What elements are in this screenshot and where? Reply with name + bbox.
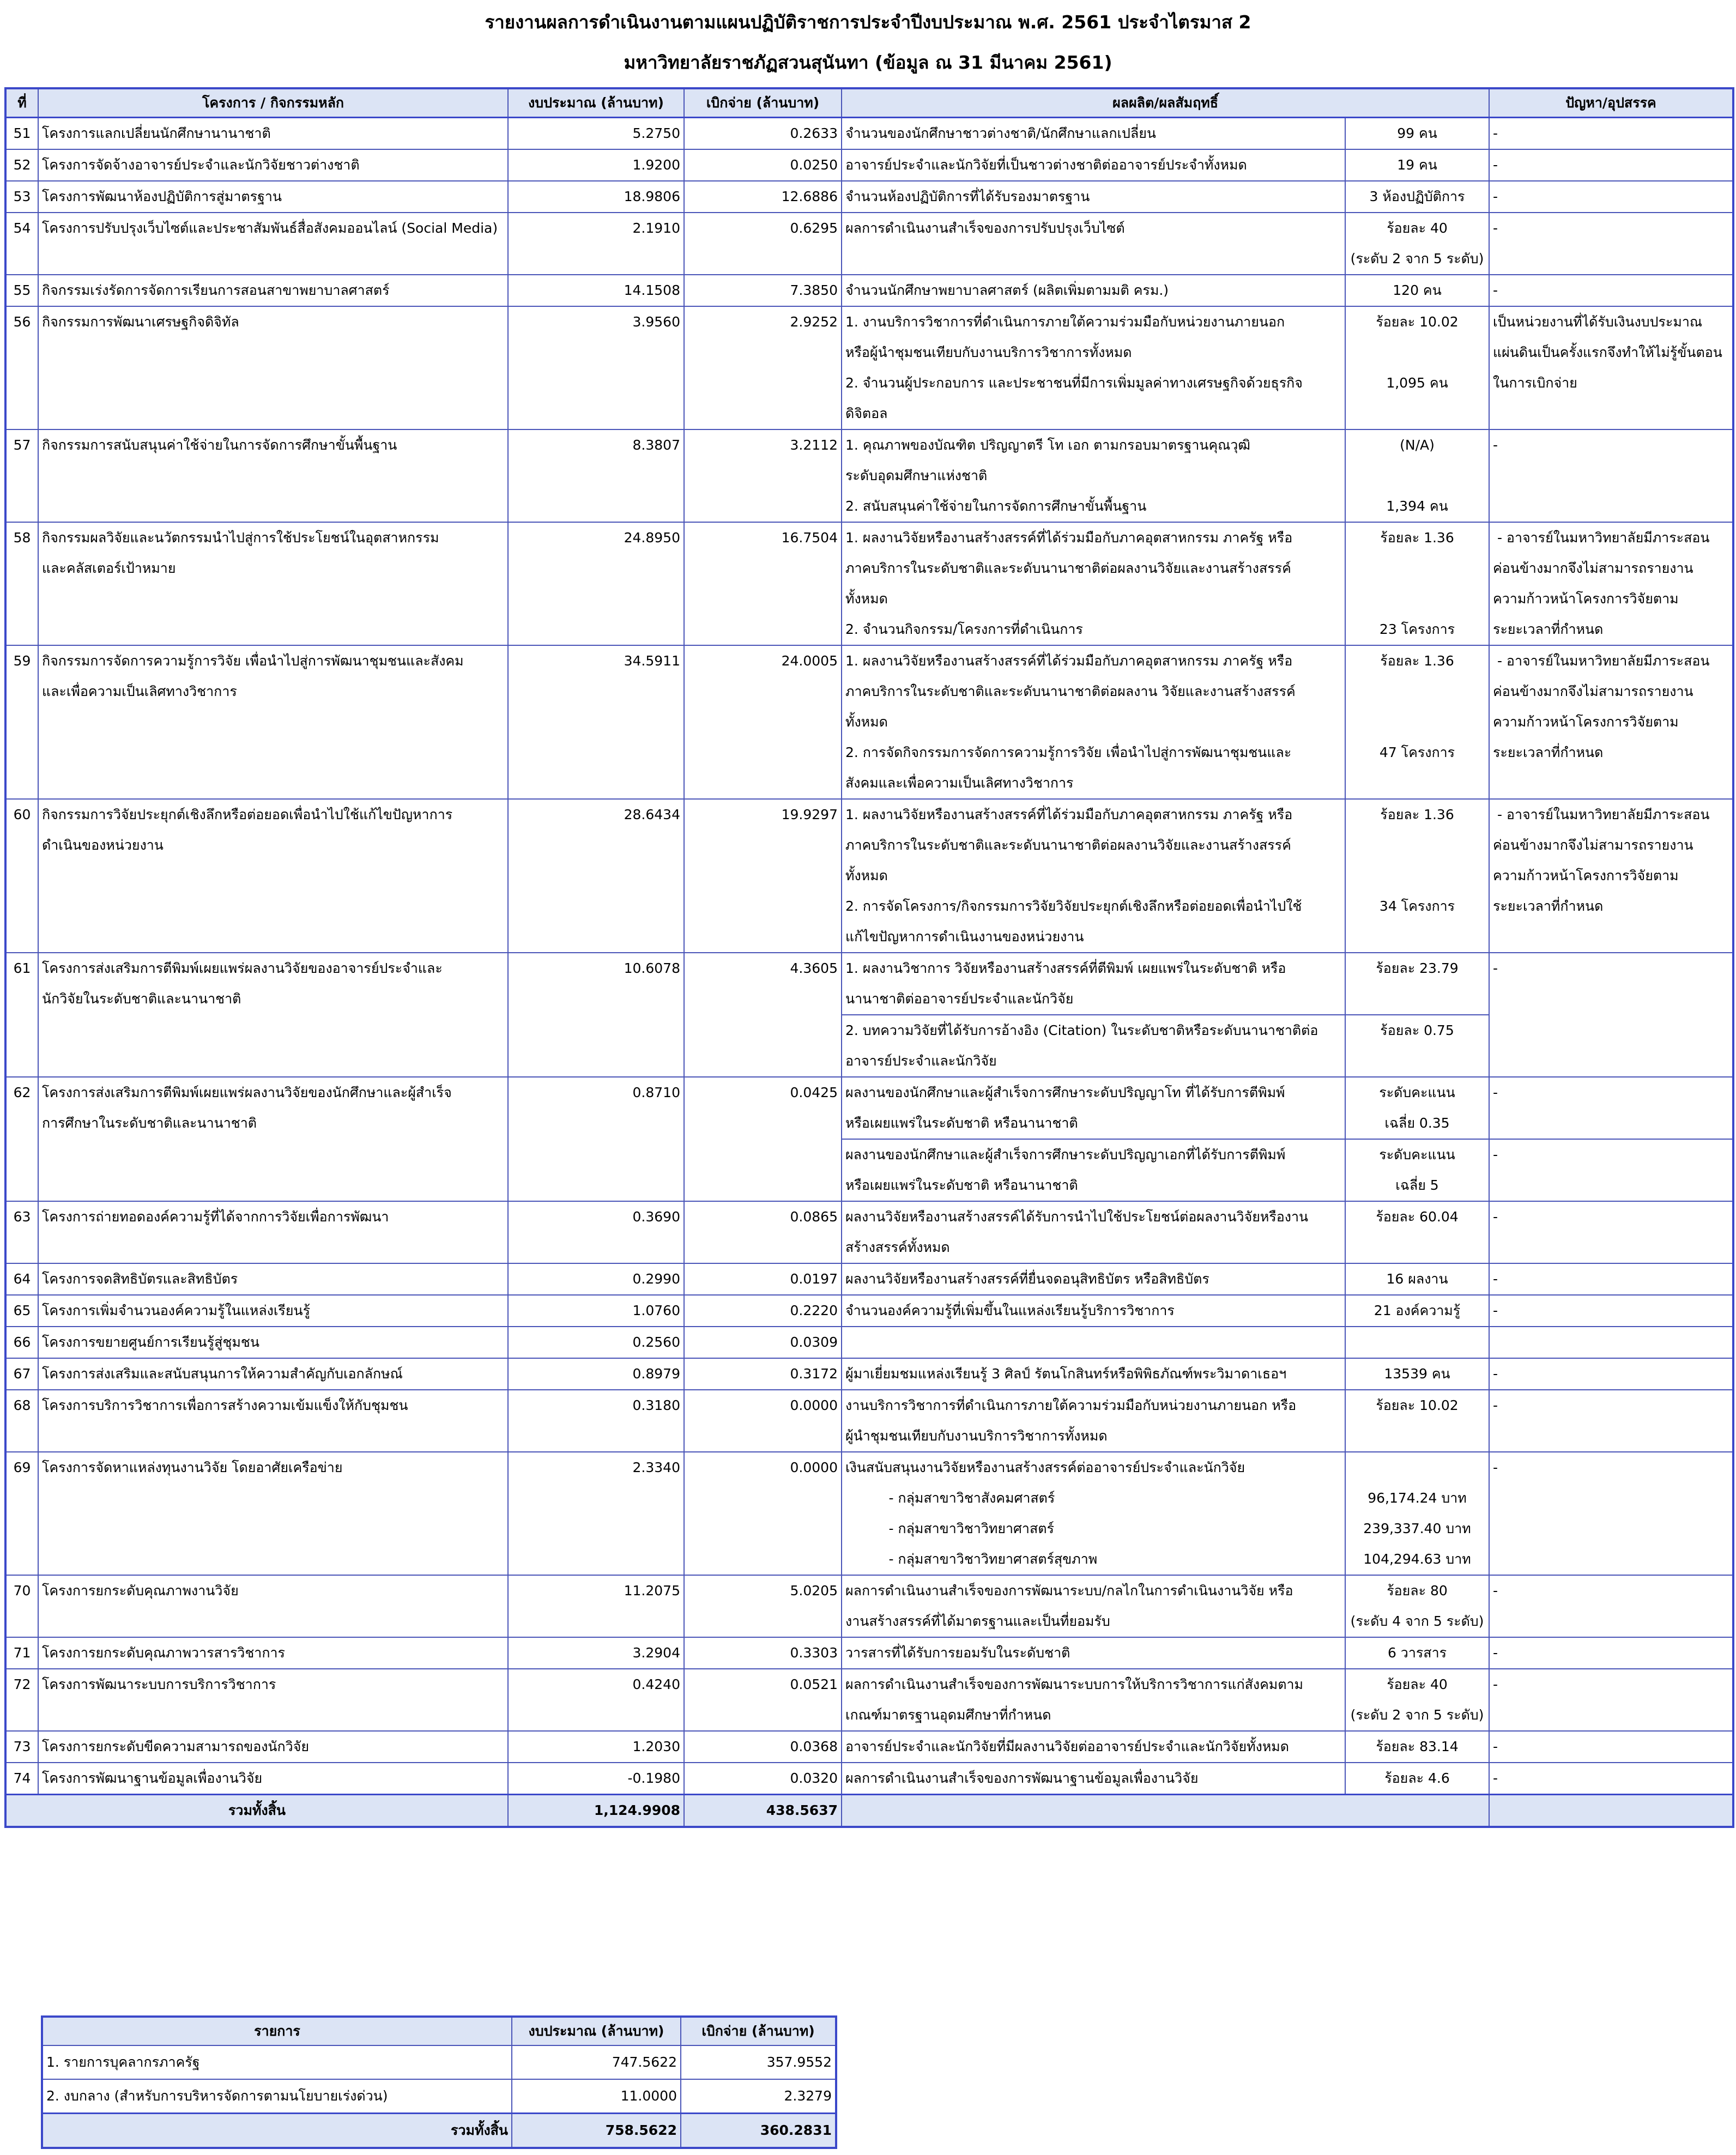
- project-name: โครงการส่งเสริมและสนับสนุนการให้ความสำคัญกับเอกลักษณ์: [38, 1358, 508, 1390]
- output-value: 6 วารสาร: [1345, 1637, 1489, 1669]
- problem-text: -: [1489, 953, 1733, 1077]
- budget-value: 0.8979: [508, 1358, 684, 1390]
- output-value: ร้อยละ 10.02: [1345, 1390, 1489, 1452]
- project-name: โครงการถ่ายทอดองค์ความรู้ที่ได้จากการวิจัยเพื่อการพัฒนา: [38, 1201, 508, 1263]
- project-name: กิจกรรมผลวิจัยและนวัตกรรมนำไปสู่การใช้ประโยชน์ในอุตสาหกรรม และคลัสเตอร์เป้าหมาย: [38, 522, 508, 645]
- output-value: ระดับคะแนน เฉลี่ย 0.35: [1345, 1077, 1489, 1139]
- project-name: โครงการแลกเปลี่ยนนักศึกษานานาชาติ: [38, 118, 508, 150]
- output-description: 1. งานบริการวิชาการที่ดำเนินการภายใต้ความร่วมมือกับหน่วยงานภายนอก หรือผู้นำชุมชนเทียบกับงานบริการวิชาการทั้งหมด 2. จำนวนผู้ประกอบการ และประชาชนที่มีการเพิ่มมูลค่าทางเศรษฐกิจด้วยธุรกิจ ดิจิตอล: [842, 306, 1345, 429]
- project-name: โครงการพัฒนาระบบการบริการวิชาการ: [38, 1669, 508, 1731]
- table-row: [5, 1763, 1733, 1795]
- col-problem: ปัญหา/อุปสรรค: [1489, 88, 1733, 118]
- spent-value: 7.3850: [684, 275, 842, 306]
- row-number: 70: [5, 1575, 38, 1637]
- budget-value: 0.3690: [508, 1201, 684, 1263]
- output-value: (N/A) 1,394 คน: [1345, 429, 1489, 522]
- problem-text: เป็นหน่วยงานที่ได้รับเงินงบประมาณ แผ่นดินเป็นครั้งแรกจึงทำให้ไม่รู้ขั้นตอน ในการเบิกจ่าย: [1489, 306, 1733, 429]
- summary-total-label: รวมทั้งสิ้น: [42, 2114, 512, 2148]
- output-value: ร้อยละ 23.79: [1345, 953, 1489, 1015]
- table-row: [5, 118, 1733, 150]
- problem-text: -: [1489, 1390, 1733, 1452]
- summary-total-budget: 758.5622: [512, 2114, 681, 2148]
- table-row: [5, 1327, 1733, 1358]
- summary-col-budget: งบประมาณ (ล้านบาท): [512, 2017, 681, 2045]
- spent-value: 0.0425: [684, 1077, 842, 1201]
- table-row: [5, 1358, 1733, 1390]
- table-row: [5, 1452, 1733, 1575]
- table-row: [5, 1637, 1733, 1669]
- table-row: [5, 1390, 1733, 1452]
- spent-value: 2.9252: [684, 306, 842, 429]
- spent-value: 0.0368: [684, 1731, 842, 1763]
- spent-value: 0.0000: [684, 1452, 842, 1575]
- project-name: โครงการยกระดับขีดความสามารถของนักวิจัย: [38, 1731, 508, 1763]
- problem-text: -: [1489, 1575, 1733, 1637]
- row-number: 65: [5, 1295, 38, 1327]
- col-spent: เบิกจ่าย (ล้านบาท): [684, 88, 842, 118]
- row-number: 64: [5, 1263, 38, 1295]
- summary-item: 2. งบกลาง (สำหรับการบริหารจัดการตามนโยบายเร่งด่วน): [42, 2079, 512, 2114]
- row-number: 58: [5, 522, 38, 645]
- row-number: 51: [5, 118, 38, 150]
- project-name: โครงการจัดจ้างอาจารย์ประจำและนักวิจัยชาวต่างชาติ: [38, 149, 508, 181]
- problem-text: -: [1489, 1452, 1733, 1575]
- row-number: 54: [5, 213, 38, 275]
- output-value: 120 คน: [1345, 275, 1489, 306]
- project-name: โครงการบริการวิชาการเพื่อการสร้างความเข้มแข็งให้กับชุมชน: [38, 1390, 508, 1452]
- output-description: 1. คุณภาพของบัณฑิต ปริญญาตรี โท เอก ตามกรอบมาตรฐานคุณวุฒิ ระดับอุดมศึกษาแห่งชาติ 2. สนับสนุนค่าใช้จ่ายในการจัดการศึกษาขั้นพื้นฐาน: [842, 429, 1345, 522]
- project-name: โครงการพัฒนาห้องปฏิบัติการสู่มาตรฐาน: [38, 181, 508, 213]
- table-row: [5, 275, 1733, 306]
- output-description: ผลงานของนักศึกษาและผู้สำเร็จการศึกษาระดับปริญญาโท ที่ได้รับการตีพิมพ์ หรือเผยแพร่ในระดับชาติ หรือนานาชาติ: [842, 1077, 1345, 1139]
- budget-value: 0.2990: [508, 1263, 684, 1295]
- output-value: ร้อยละ 40 (ระดับ 2 จาก 5 ระดับ): [1345, 213, 1489, 275]
- problem-text: -: [1489, 1139, 1733, 1201]
- project-name: โครงการส่งเสริมการตีพิมพ์เผยแพร่ผลงานวิจัยของอาจารย์ประจำและ นักวิจัยในระดับชาติและนานาชาติ: [38, 953, 508, 1077]
- budget-value: 3.9560: [508, 306, 684, 429]
- report-title: รายงานผลการดำเนินงานตามแผนปฏิบัติราชการประจำปีงบประมาณ พ.ศ. 2561 ประจำไตรมาส 2: [485, 11, 1251, 33]
- summary-col-spent: เบิกจ่าย (ล้านบาท): [681, 2017, 836, 2045]
- problem-text: -: [1489, 1077, 1733, 1139]
- budget-value: 18.9806: [508, 181, 684, 213]
- budget-value: 3.2904: [508, 1637, 684, 1669]
- budget-value: 0.8710: [508, 1077, 684, 1201]
- table-row: [5, 799, 1733, 953]
- problem-text: -: [1489, 213, 1733, 275]
- col-output: ผลผลิต/ผลสัมฤทธิ์: [842, 88, 1489, 118]
- spent-value: 0.2220: [684, 1295, 842, 1327]
- output-description: อาจารย์ประจำและนักวิจัยที่มีผลงานวิจัยต่ออาจารย์ประจำและนักวิจัยทั้งหมด: [842, 1731, 1345, 1763]
- summary-total-row: [42, 2114, 836, 2148]
- budget-value: 1.2030: [508, 1731, 684, 1763]
- problem-text: - อาจารย์ในมหาวิทยาลัยมีภาระสอน ค่อนข้างมากจึงไม่สามารถรายงาน ความก้าวหน้าโครงการวิจัยตาม ระยะเวลาที่กำหนด: [1489, 645, 1733, 799]
- summary-col-item: รายการ: [42, 2017, 512, 2045]
- budget-value: 5.2750: [508, 118, 684, 150]
- output-description: ผลการดำเนินงานสำเร็จของการพัฒนาระบบการให้บริการวิชาการแก่สังคมตาม เกณฑ์มาตรฐานอุดมศึกษาที่กำหนด: [842, 1669, 1345, 1731]
- budget-value: 1.0760: [508, 1295, 684, 1327]
- row-number: 53: [5, 181, 38, 213]
- summary-budget: 747.5622: [512, 2045, 681, 2079]
- table-row: [5, 522, 1733, 645]
- row-number: 66: [5, 1327, 38, 1358]
- budget-value: 2.1910: [508, 213, 684, 275]
- output-description: เงินสนับสนุนงานวิจัยหรืองานสร้างสรรค์ต่ออาจารย์ประจำและนักวิจัย - กลุ่มสาขาวิชาสังคมศาสตร์ - กลุ่มสาขาวิชาวิทยาศาสตร์ - กลุ่มสาขาวิชาวิทยาศาสตร์สุขภาพ: [842, 1452, 1345, 1575]
- problem-text: -: [1489, 118, 1733, 150]
- output-description: ผลงานวิจัยหรืองานสร้างสรรค์ได้รับการนำไปใช้ประโยชน์ต่อผลงานวิจัยหรืองาน สร้างสรรค์ทั้งหมด: [842, 1201, 1345, 1263]
- table-row: [5, 429, 1733, 522]
- table-row: [5, 1575, 1733, 1637]
- output-description: 2. บทความวิจัยที่ได้รับการอ้างอิง (Citation) ในระดับชาติหรือระดับนานาชาติต่อ อาจารย์ประจำและนักวิจัย: [842, 1015, 1345, 1077]
- row-number: 60: [5, 799, 38, 953]
- output-description: ผลการดำเนินงานสำเร็จของการพัฒนาฐานข้อมูลเพื่องานวิจัย: [842, 1763, 1345, 1795]
- output-value: ร้อยละ 83.14: [1345, 1731, 1489, 1763]
- total-budget: 1,124.9908: [508, 1795, 684, 1827]
- project-name: โครงการปรับปรุงเว็บไซต์และประชาสัมพันธ์สื่อสังคมออนไลน์ (Social Media): [38, 213, 508, 275]
- project-name: โครงการพัฒนาฐานข้อมูลเพื่องานวิจัย: [38, 1763, 508, 1795]
- budget-value: 28.6434: [508, 799, 684, 953]
- budget-value: 14.1508: [508, 275, 684, 306]
- problem-text: -: [1489, 275, 1733, 306]
- budget-value: -0.1980: [508, 1763, 684, 1795]
- spent-value: 0.3172: [684, 1358, 842, 1390]
- row-number: 74: [5, 1763, 38, 1795]
- project-name: กิจกรรมการจัดการความรู้การวิจัย เพื่อนำไปสู่การพัฒนาชุมชนและสังคม และเพื่อความเป็นเลิศทางวิชาการ: [38, 645, 508, 799]
- project-name: โครงการจดสิทธิบัตรและสิทธิบัตร: [38, 1263, 508, 1295]
- spent-value: 0.2633: [684, 118, 842, 150]
- spent-value: 0.0000: [684, 1390, 842, 1452]
- budget-value: 0.3180: [508, 1390, 684, 1452]
- project-name: โครงการจัดหาแหล่งทุนงานวิจัย โดยอาศัยเครือข่าย: [38, 1452, 508, 1575]
- spent-value: 4.3605: [684, 953, 842, 1077]
- budget-value: 10.6078: [508, 953, 684, 1077]
- spent-value: 0.0197: [684, 1263, 842, 1295]
- output-value: ร้อยละ 1.36 47 โครงการ: [1345, 645, 1489, 799]
- summary-table: [41, 2015, 837, 2149]
- row-number: 57: [5, 429, 38, 522]
- budget-value: 1.9200: [508, 149, 684, 181]
- output-description: [842, 1327, 1345, 1358]
- table-row: [5, 306, 1733, 429]
- summary-spent: 357.9552: [681, 2045, 836, 2079]
- project-name: กิจกรรมการสนับสนุนค่าใช้จ่ายในการจัดการศึกษาขั้นพื้นฐาน: [38, 429, 508, 522]
- problem-text: [1489, 1327, 1733, 1358]
- summary-total-spent: 360.2831: [681, 2114, 836, 2148]
- output-value: 3 ห้องปฏิบัติการ: [1345, 181, 1489, 213]
- row-number: 55: [5, 275, 38, 306]
- spent-value: 0.0320: [684, 1763, 842, 1795]
- table-row: [5, 1295, 1733, 1327]
- spent-value: 24.0005: [684, 645, 842, 799]
- output-value: ร้อยละ 0.75: [1345, 1015, 1489, 1077]
- spent-value: 16.7504: [684, 522, 842, 645]
- row-number: 62: [5, 1077, 38, 1201]
- output-value: ร้อยละ 1.36 34 โครงการ: [1345, 799, 1489, 953]
- col-no: ที่: [5, 88, 38, 118]
- problem-text: -: [1489, 149, 1733, 181]
- output-value: 96,174.24 บาท 239,337.40 บาท 104,294.63 บาท: [1345, 1452, 1489, 1575]
- table-row: [5, 1201, 1733, 1263]
- output-description: วารสารที่ได้รับการยอมรับในระดับชาติ: [842, 1637, 1345, 1669]
- row-number: 67: [5, 1358, 38, 1390]
- total-label: รวมทั้งสิ้น: [5, 1795, 508, 1827]
- output-description: งานบริการวิชาการที่ดำเนินการภายใต้ความร่วมมือกับหน่วยงานภายนอก หรือ ผู้นำชุมชนเทียบกับงานบริการวิชาการทั้งหมด: [842, 1390, 1345, 1452]
- output-value: 21 องค์ความรู้: [1345, 1295, 1489, 1327]
- output-description: จำนวนองค์ความรู้ที่เพิ่มขึ้นในแหล่งเรียนรู้บริการวิชาการ: [842, 1295, 1345, 1327]
- problem-text: -: [1489, 1731, 1733, 1763]
- output-description: 1. ผลงานวิชาการ วิจัยหรืองานสร้างสรรค์ที่ตีพิมพ์ เผยแพร่ในระดับชาติ หรือ นานาชาติต่ออาจารย์ประจำและนักวิจัย: [842, 953, 1345, 1015]
- summary-row: [42, 2045, 836, 2079]
- row-number: 72: [5, 1669, 38, 1731]
- summary-spent: 2.3279: [681, 2079, 836, 2114]
- table-row: [5, 1731, 1733, 1763]
- output-description: จำนวนนักศึกษาพยาบาลศาสตร์ (ผลิตเพิ่มตามมติ ครม.): [842, 275, 1345, 306]
- project-name: โครงการส่งเสริมการตีพิมพ์เผยแพร่ผลงานวิจัยของนักศึกษาและผู้สำเร็จ การศึกษาในระดับชาติและนานาชาติ: [38, 1077, 508, 1201]
- row-number: 68: [5, 1390, 38, 1452]
- table-row: [5, 181, 1733, 213]
- problem-text: -: [1489, 1295, 1733, 1327]
- spent-value: 0.0250: [684, 149, 842, 181]
- budget-value: 11.2075: [508, 1575, 684, 1637]
- output-value: ร้อยละ 40 (ระดับ 2 จาก 5 ระดับ): [1345, 1669, 1489, 1731]
- spent-value: 0.0865: [684, 1201, 842, 1263]
- row-number: 56: [5, 306, 38, 429]
- budget-value: 34.5911: [508, 645, 684, 799]
- output-description: จำนวนห้องปฏิบัติการที่ได้รับรองมาตรฐาน: [842, 181, 1345, 213]
- budget-value: 24.8950: [508, 522, 684, 645]
- output-value: 99 คน: [1345, 118, 1489, 150]
- problem-text: -: [1489, 1763, 1733, 1795]
- problem-text: - อาจารย์ในมหาวิทยาลัยมีภาระสอน ค่อนข้างมากจึงไม่สามารถรายงาน ความก้าวหน้าโครงการวิจัยตาม ระยะเวลาที่กำหนด: [1489, 799, 1733, 953]
- output-description: อาจารย์ประจำและนักวิจัยที่เป็นชาวต่างชาติต่ออาจารย์ประจำทั้งหมด: [842, 149, 1345, 181]
- project-table: [4, 87, 1734, 1828]
- output-value: ร้อยละ 4.6: [1345, 1763, 1489, 1795]
- budget-value: 2.3340: [508, 1452, 684, 1575]
- output-value: 19 คน: [1345, 149, 1489, 181]
- problem-text: -: [1489, 1669, 1733, 1731]
- spent-value: 12.6886: [684, 181, 842, 213]
- problem-text: -: [1489, 1263, 1733, 1295]
- spent-value: 5.0205: [684, 1575, 842, 1637]
- spent-value: 19.9297: [684, 799, 842, 953]
- table-row: [5, 213, 1733, 275]
- output-value: ร้อยละ 80 (ระดับ 4 จาก 5 ระดับ): [1345, 1575, 1489, 1637]
- summary-budget: 11.0000: [512, 2079, 681, 2114]
- row-number: 59: [5, 645, 38, 799]
- output-description: จำนวนของนักศึกษาชาวต่างชาติ/นักศึกษาแลกเปลี่ยน: [842, 118, 1345, 150]
- problem-text: -: [1489, 1201, 1733, 1263]
- problem-text: -: [1489, 429, 1733, 522]
- output-description: ผลงานวิจัยหรืองานสร้างสรรค์ที่ยื่นจดอนุสิทธิบัตร หรือสิทธิบัตร: [842, 1263, 1345, 1295]
- project-name: กิจกรรมการวิจัยประยุกต์เชิงลึกหรือต่อยอดเพื่อนำไปใช้แก้ไขปัญหาการ ดำเนินของหน่วยงาน: [38, 799, 508, 953]
- report-subtitle: มหาวิทยาลัยราชภัฏสวนสุนันทา (ข้อมูล ณ 31 มีนาคม 2561): [624, 52, 1112, 73]
- row-number: 71: [5, 1637, 38, 1669]
- output-description: ผลการดำเนินงานสำเร็จของการปรับปรุงเว็บไซต์: [842, 213, 1345, 275]
- problem-text: -: [1489, 1637, 1733, 1669]
- project-name: กิจกรรมการพัฒนาเศรษฐกิจดิจิทัล: [38, 306, 508, 429]
- budget-value: 0.2560: [508, 1327, 684, 1358]
- output-value: 16 ผลงาน: [1345, 1263, 1489, 1295]
- summary-row: [42, 2079, 836, 2114]
- spent-value: 0.0521: [684, 1669, 842, 1731]
- table-row: [5, 953, 1733, 1015]
- row-number: 69: [5, 1452, 38, 1575]
- table-row: [5, 1669, 1733, 1731]
- output-description: 1. ผลงานวิจัยหรืองานสร้างสรรค์ที่ได้ร่วมมือกับภาคอุตสาหกรรม ภาครัฐ หรือ ภาคบริการในระดับชาติและระดับนานาชาติต่อผลงานวิจัยและงานสร้างสรรค์ ทั้งหมด 2. จำนวนกิจกรรม/โครงการที่ดำเนินการ: [842, 522, 1345, 645]
- col-budget: งบประมาณ (ล้านบาท): [508, 88, 684, 118]
- spent-value: 0.3303: [684, 1637, 842, 1669]
- spent-value: 3.2112: [684, 429, 842, 522]
- row-number: 63: [5, 1201, 38, 1263]
- budget-value: 0.4240: [508, 1669, 684, 1731]
- table-row: [5, 1077, 1733, 1139]
- project-name: โครงการขยายศูนย์การเรียนรู้สู่ชุมชน: [38, 1327, 508, 1358]
- output-description: 1. ผลงานวิจัยหรืองานสร้างสรรค์ที่ได้ร่วมมือกับภาคอุตสาหกรรม ภาครัฐ หรือ ภาคบริการในระดับชาติและระดับนานาชาติต่อผลงานวิจัยและงานสร้างสรรค์ ทั้งหมด 2. การจัดโครงการ/กิจกรรมการวิจัยวิจัยประยุกต์เชิงลึกหรือต่อยอดเพื่อนำไปใช้ แก้ไขปัญหาการดำเนินงานของหน่วยงาน: [842, 799, 1345, 953]
- problem-text: -: [1489, 181, 1733, 213]
- output-value: ร้อยละ 60.04: [1345, 1201, 1489, 1263]
- table-row: [5, 1263, 1733, 1295]
- output-value: [1345, 1327, 1489, 1358]
- output-description: ผลการดำเนินงานสำเร็จของการพัฒนาระบบ/กลไกในการดำเนินงานวิจัย หรือ งานสร้างสรรค์ที่ได้มาตรฐานและเป็นที่ยอมรับ: [842, 1575, 1345, 1637]
- row-number: 61: [5, 953, 38, 1077]
- problem-text: -: [1489, 1358, 1733, 1390]
- total-row: [5, 1795, 1733, 1827]
- summary-item: 1. รายการบุคลากรภาครัฐ: [42, 2045, 512, 2079]
- spent-value: 0.0309: [684, 1327, 842, 1358]
- output-description: ผู้มาเยี่ยมชมแหล่งเรียนรู้ 3 ศิลป์ รัตนโกสินทร์หรือพิพิธภัณฑ์พระวิมาดาเธอฯ: [842, 1358, 1345, 1390]
- spent-value: 0.6295: [684, 213, 842, 275]
- row-number: 73: [5, 1731, 38, 1763]
- output-value: ร้อยละ 1.36 23 โครงการ: [1345, 522, 1489, 645]
- table-row: [5, 149, 1733, 181]
- row-number: 52: [5, 149, 38, 181]
- project-name: โครงการเพิ่มจำนวนองค์ความรู้ในแหล่งเรียนรู้: [38, 1295, 508, 1327]
- output-description: ผลงานของนักศึกษาและผู้สำเร็จการศึกษาระดับปริญญาเอกที่ได้รับการตีพิมพ์ หรือเผยแพร่ในระดับชาติ หรือนานาชาติ: [842, 1139, 1345, 1201]
- total-spent: 438.5637: [684, 1795, 842, 1827]
- problem-text: - อาจารย์ในมหาวิทยาลัยมีภาระสอน ค่อนข้างมากจึงไม่สามารถรายงาน ความก้าวหน้าโครงการวิจัยตาม ระยะเวลาที่กำหนด: [1489, 522, 1733, 645]
- output-value: ร้อยละ 10.02 1,095 คน: [1345, 306, 1489, 429]
- output-description: 1. ผลงานวิจัยหรืองานสร้างสรรค์ที่ได้ร่วมมือกับภาคอุตสาหกรรม ภาครัฐ หรือ ภาคบริการในระดับชาติและระดับนานาชาติต่อผลงาน วิจัยและงานสร้างสรรค์ ทั้งหมด 2. การจัดกิจกรรมการจัดการความรู้การวิจัย เพื่อนำไปสู่การพัฒนาชุมชนและ สังคมและเพื่อความเป็นเลิศทางวิชาการ: [842, 645, 1345, 799]
- table-row: [5, 645, 1733, 799]
- budget-value: 8.3807: [508, 429, 684, 522]
- project-name: โครงการยกระดับคุณภาพวารสารวิชาการ: [38, 1637, 508, 1669]
- project-name: โครงการยกระดับคุณภาพงานวิจัย: [38, 1575, 508, 1637]
- project-name: กิจกรรมเร่งรัดการจัดการเรียนการสอนสาขาพยาบาลศาสตร์: [38, 275, 508, 306]
- output-value: ระดับคะแนน เฉลี่ย 5: [1345, 1139, 1489, 1201]
- output-value: 13539 คน: [1345, 1358, 1489, 1390]
- col-project: โครงการ / กิจกรรมหลัก: [38, 88, 508, 118]
